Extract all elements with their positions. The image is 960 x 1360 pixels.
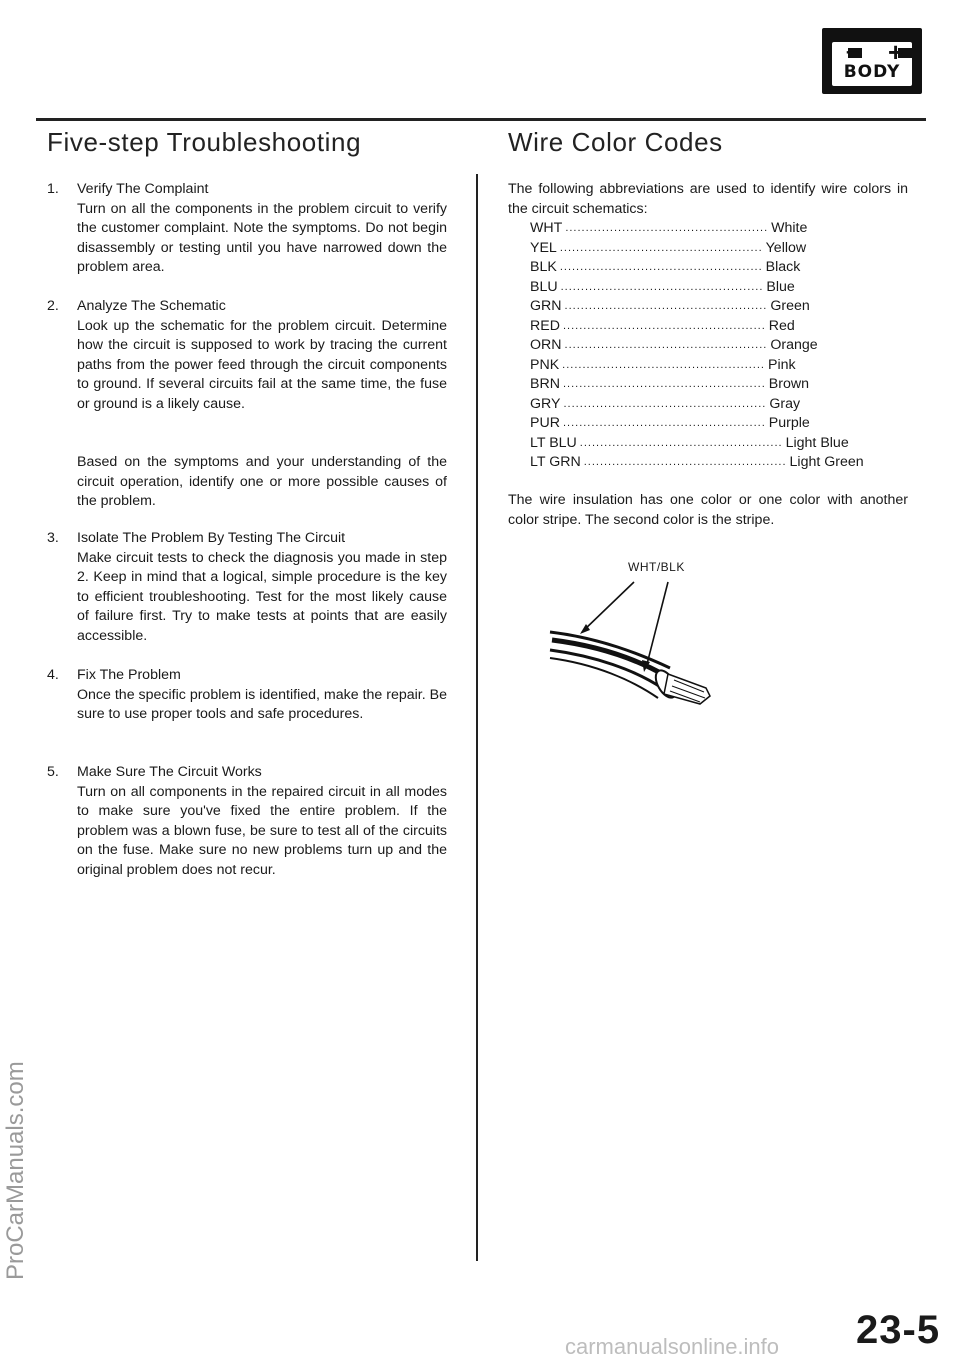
code-row-grn: GRN .................................................. Green: [530, 298, 810, 314]
code-row-brn: BRN .................................................. Brown: [530, 376, 809, 392]
step-heading: Verify The Complaint: [77, 181, 209, 197]
troubleshooting-title: Five-step Troubleshooting: [47, 127, 362, 157]
code-row-orn: ORN .................................................. Orange: [530, 337, 818, 353]
code-row-lt-grn: LT GRN .................................................. Light Green: [530, 454, 864, 470]
page-number: 23-5: [856, 1308, 941, 1352]
step-body: Turn on all the components in the problem circuit to verify the customer complaint. Note the symptoms. Do not begin disassembly or testing until you have narrowed down the problem area.: [77, 200, 447, 275]
code-row-lt-blu: LT BLU .................................................. Light Blue: [530, 434, 849, 451]
step-number: 5.: [47, 764, 59, 780]
wire-codes-intro: The following abbreviations are used to identify wire colors in the circuit schematics:: [508, 181, 908, 217]
footer-url: carmanualsonline.info: [565, 1334, 780, 1359]
step-heading: Fix The Problem: [77, 667, 181, 683]
insulation-note: The wire insulation has one color or one color with another color stripe. The second color is the stripe.: [508, 492, 908, 528]
step-heading: Make Sure The Circuit Works: [77, 764, 262, 780]
code-row-blk: BLK .................................................. Black: [530, 259, 801, 275]
step-body: Look up the schematic for the problem circuit. Determine how the circuit is supposed to work by tracing the current paths from the power feed through the circuit components to ground. If several circuits fail at the same time, the fuse or ground is a likely cause.: [77, 317, 447, 412]
column-divider: [476, 174, 478, 1261]
step-heading: Isolate The Problem By Testing The Circuit: [77, 530, 346, 546]
color-code-list: [530, 219, 864, 473]
step-number: 1.: [47, 181, 59, 197]
step-2-extra: Based on the symptoms and your understanding of the circuit operation, identify one or more possible causes of the problem.: [77, 454, 447, 509]
wire-stripe-label: WHT/BLK: [628, 560, 685, 574]
header-rule: [36, 118, 926, 121]
wire-illustration: [540, 570, 730, 720]
code-row-yel: YEL .................................................. Yellow: [530, 239, 807, 256]
step-number: 4.: [47, 667, 59, 683]
code-row-gry: GRY .................................................. Gray: [530, 395, 801, 412]
code-row-pur: PUR .................................................. Purple: [530, 415, 810, 431]
watermark: ProCarManuals.com: [2, 1061, 29, 1280]
battery-body-icon: [822, 28, 922, 94]
step-number: 2.: [47, 298, 59, 314]
code-row-pnk: PNK .................................................. Pink: [530, 356, 796, 373]
code-row-blu: BLU .................................................. Blue: [530, 278, 795, 295]
step-heading: Analyze The Schematic: [77, 298, 226, 314]
step-body: Make circuit tests to check the diagnosis you made in step 2. Keep in mind that a logical, simple procedure is the key to efficient troubleshooting. Test for the most likely cause of failure first. Try to make tests at points that are easily accessible.: [77, 549, 447, 644]
step-number: 3.: [47, 530, 59, 546]
battery-minus-symbol: –: [846, 38, 860, 65]
step-body: Turn on all components in the repaired circuit in all modes to make sure you've fixed the entire problem. If the problem was a blown fuse, be sure to test all of the circuits on the fuse. Make sure no new problems turn up and the original problem does not recur.: [77, 783, 447, 878]
code-row-wht: WHT .................................................. White: [530, 220, 808, 236]
battery-plus-symbol: +: [888, 37, 904, 67]
code-row-red: RED .................................................. Red: [530, 317, 795, 334]
badge-label: BODY: [843, 62, 901, 82]
wire-codes-title: Wire Color Codes: [508, 127, 723, 157]
step-body: Once the specific problem is identified, make the repair. Be sure to use proper tools and safe procedures.: [77, 686, 447, 722]
